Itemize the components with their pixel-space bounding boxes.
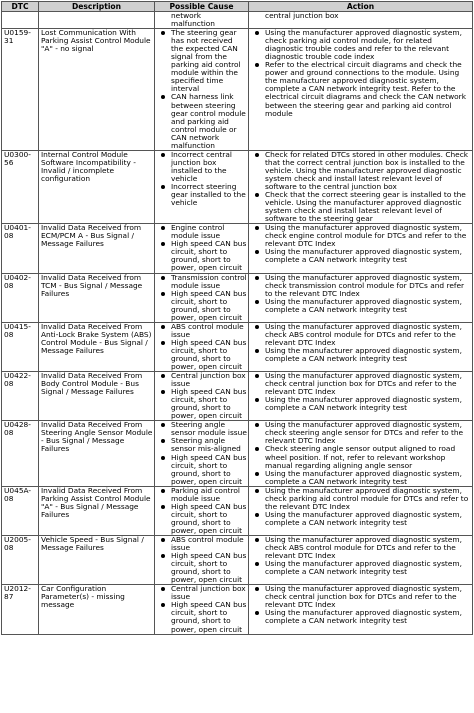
cause-item: High speed CAN bus circuit, short to ground, short to power, open circuit bbox=[157, 388, 247, 420]
action-item: Using the manufacturer approved diagnostic system, check engine control module for DTCs and refer to the relevant DTC Index bbox=[251, 224, 471, 248]
cause-item: High speed CAN bus circuit, short to ground, short to power, open circuit bbox=[157, 339, 247, 371]
action-item: Using the manufacturer approved diagnostic system, complete a CAN network integrity test bbox=[251, 511, 471, 527]
cause-item: High speed CAN bus circuit, short to ground, short to power, open circuit bbox=[157, 290, 247, 322]
continuation-dtc-cell bbox=[2, 12, 39, 29]
cause-list bbox=[157, 487, 247, 535]
action-list bbox=[251, 29, 471, 118]
action-item: Using the manufacturer approved diagnostic system, check parking aid control module, for related diagnostic trouble codes and refer to the relevant diagnostic trouble code index bbox=[251, 29, 471, 61]
action-item: Using the manufacturer approved diagnostic system, check central junction box for DTCs and refer to the relevant DTC Index bbox=[251, 372, 471, 396]
dtc-table bbox=[1, 1, 473, 635]
cause-item: Central junction box issue bbox=[157, 585, 247, 601]
action-cell bbox=[249, 29, 473, 151]
header-possible-cause: Possible Cause bbox=[155, 2, 249, 12]
possible-cause-cell bbox=[155, 421, 249, 486]
cause-list bbox=[157, 29, 247, 150]
table-row bbox=[2, 536, 473, 585]
cause-list bbox=[157, 151, 247, 207]
action-list bbox=[251, 224, 471, 264]
table-row bbox=[2, 585, 473, 634]
dtc-code: U2012-87 bbox=[2, 585, 39, 634]
header-action: Action bbox=[249, 2, 473, 12]
continuation-cause-text: network malfunction bbox=[171, 11, 215, 29]
cause-item: High speed CAN bus circuit, short to ground, short to power, open circuit bbox=[157, 503, 247, 535]
cause-list bbox=[157, 224, 247, 272]
cause-item: Transmission control module issue bbox=[157, 274, 247, 290]
table-row bbox=[2, 486, 473, 535]
action-item: Check steering angle sensor output aligned to road wheel position. If not, refer to relevant workshop manual regarding aligning angle sensor bbox=[251, 445, 471, 469]
action-list bbox=[251, 274, 471, 314]
cause-item: ABS control module issue bbox=[157, 323, 247, 339]
action-item: Check that the correct steering gear is installed to the vehicle. Using the manufacturer approved diagnostic system check and install latest relevant level of software to the steering gear bbox=[251, 191, 471, 223]
continuation-description-cell bbox=[39, 12, 155, 29]
dtc-description: Car Configuration Parameter(s) - missing message bbox=[39, 585, 155, 634]
action-cell bbox=[249, 224, 473, 273]
table-row bbox=[2, 421, 473, 486]
cause-item: ABS control module issue bbox=[157, 536, 247, 552]
dtc-code: U0428-08 bbox=[2, 421, 39, 486]
possible-cause-cell bbox=[155, 322, 249, 371]
action-item: Check for related DTCs stored in other modules. Check that the correct central junction box is installed to the vehicle. Using the manufacturer approved diagnostic system check and install latest relevant level of software to the central junction box bbox=[251, 151, 471, 191]
action-item: Using the manufacturer approved diagnostic system, check transmission control module for DTCs and refer to the relevant DTC Index bbox=[251, 274, 471, 298]
cause-list bbox=[157, 274, 247, 322]
dtc-description: Invalid Data Received from ECM/PCM A - Bus Signal / Message Failures bbox=[39, 224, 155, 273]
action-cell bbox=[249, 322, 473, 371]
cause-item: Incorrect central junction box installed to the vehicle bbox=[157, 151, 247, 183]
dtc-description: Invalid Data Received From Body Control Module - Bus Signal / Message Failures bbox=[39, 372, 155, 421]
dtc-description: Invalid Data Received From Anti-Lock Brake System (ABS) Control Module - Bus Signal / Message Failures bbox=[39, 322, 155, 371]
action-list bbox=[251, 421, 471, 485]
cause-item: Steering angle sensor module issue bbox=[157, 421, 247, 437]
header-description: Description bbox=[39, 2, 155, 12]
cause-list bbox=[157, 421, 247, 485]
dtc-description: Internal Control Module Software Incompatibility - Invalid / incomplete configuration bbox=[39, 150, 155, 223]
cause-item: High speed CAN bus circuit, short to ground, short to power, open circuit bbox=[157, 240, 247, 272]
cause-item: High speed CAN bus circuit, short to ground, short to power, open circuit bbox=[157, 601, 247, 633]
cause-list bbox=[157, 536, 247, 584]
cause-item: Central junction box issue bbox=[157, 372, 247, 388]
table-header-row bbox=[2, 2, 473, 12]
possible-cause-cell bbox=[155, 585, 249, 634]
action-cell bbox=[249, 372, 473, 421]
possible-cause-cell bbox=[155, 224, 249, 273]
cause-list bbox=[157, 372, 247, 420]
continuation-row bbox=[2, 12, 473, 29]
cause-item: High speed CAN bus circuit, short to ground, short to power, open circuit bbox=[157, 552, 247, 584]
continuation-action-text: central junction box bbox=[265, 11, 339, 20]
table-row bbox=[2, 150, 473, 223]
cause-item: CAN harness link between steering gear control module and parking aid control module or CAN network malfunction bbox=[157, 93, 247, 149]
dtc-code: U0402-08 bbox=[2, 273, 39, 322]
possible-cause-cell bbox=[155, 273, 249, 322]
cause-item: Parking aid control module issue bbox=[157, 487, 247, 503]
action-item: Using the manufacturer approved diagnostic system, complete a CAN network integrity test bbox=[251, 248, 471, 264]
cause-item: The steering gear has not received the expected CAN signal from the parking aid control module within the specified time interval bbox=[157, 29, 247, 93]
possible-cause-cell bbox=[155, 486, 249, 535]
dtc-description: Invalid Data Received From Parking Assist Control Module "A" - Bus Signal / Message Failures bbox=[39, 486, 155, 535]
action-list bbox=[251, 585, 471, 625]
table-row bbox=[2, 273, 473, 322]
action-list bbox=[251, 323, 471, 363]
possible-cause-cell bbox=[155, 536, 249, 585]
dtc-code: U0415-08 bbox=[2, 322, 39, 371]
continuation-action-cell bbox=[249, 12, 473, 29]
action-item: Using the manufacturer approved diagnostic system, check steering angle sensor for DTCs and refer to the relevant DTC Index bbox=[251, 421, 471, 445]
action-item: Refer to the electrical circuit diagrams and check the power and ground connections to the module. Using the manufacturer approved diagnostic system, complete a CAN network integrity test. Refer to the electrical circuit diagrams and check the CAN network between the steering gear and parking aid control module bbox=[251, 61, 471, 117]
action-item: Using the manufacturer approved diagnostic system, check ABS control module for DTCs and refer to the relevant DTC Index bbox=[251, 536, 471, 560]
action-cell bbox=[249, 585, 473, 634]
possible-cause-cell bbox=[155, 372, 249, 421]
action-item: Using the manufacturer approved diagnostic system, complete a CAN network integrity test bbox=[251, 347, 471, 363]
action-cell bbox=[249, 421, 473, 486]
dtc-code: U0422-08 bbox=[2, 372, 39, 421]
cause-item: Engine control module issue bbox=[157, 224, 247, 240]
dtc-code: U045A-08 bbox=[2, 486, 39, 535]
table-row bbox=[2, 322, 473, 371]
action-list bbox=[251, 487, 471, 527]
action-list bbox=[251, 151, 471, 223]
dtc-description: Vehicle Speed - Bus Signal / Message Failures bbox=[39, 536, 155, 585]
action-item: Using the manufacturer approved diagnostic system, complete a CAN network integrity test bbox=[251, 609, 471, 625]
action-item: Using the manufacturer approved diagnostic system, check ABS control module for DTCs and refer to the relevant DTC Index bbox=[251, 323, 471, 347]
table-row bbox=[2, 29, 473, 151]
cause-item: High speed CAN bus circuit, short to ground, short to power, open circuit bbox=[157, 454, 247, 486]
header-dtc: DTC bbox=[2, 2, 39, 12]
cause-list bbox=[157, 585, 247, 633]
dtc-code: U0159-31 bbox=[2, 29, 39, 151]
table-body bbox=[2, 12, 473, 635]
dtc-code: U0401-08 bbox=[2, 224, 39, 273]
cause-list bbox=[157, 323, 247, 371]
possible-cause-cell bbox=[155, 150, 249, 223]
possible-cause-cell bbox=[155, 29, 249, 151]
action-item: Using the manufacturer approved diagnostic system, complete a CAN network integrity test bbox=[251, 560, 471, 576]
cause-item: Steering angle sensor mis-aligned bbox=[157, 437, 247, 453]
dtc-description: Lost Communication With Parking Assist Control Module "A" - no signal bbox=[39, 29, 155, 151]
action-cell bbox=[249, 150, 473, 223]
dtc-description: Invalid Data Received from TCM - Bus Signal / Message Failures bbox=[39, 273, 155, 322]
dtc-code: U2005-08 bbox=[2, 536, 39, 585]
action-cell bbox=[249, 536, 473, 585]
action-list bbox=[251, 372, 471, 412]
action-item: Using the manufacturer approved diagnostic system, complete a CAN network integrity test bbox=[251, 470, 471, 486]
action-cell bbox=[249, 273, 473, 322]
cause-item: Incorrect steering gear installed to the vehicle bbox=[157, 183, 247, 207]
dtc-code: U0300-56 bbox=[2, 150, 39, 223]
action-item: Using the manufacturer approved diagnostic system, check central junction box for DTCs and refer to the relevant DTC Index bbox=[251, 585, 471, 609]
action-list bbox=[251, 536, 471, 576]
action-item: Using the manufacturer approved diagnostic system, check parking aid control module for DTCs and refer to the relevant DTC Index bbox=[251, 487, 471, 511]
continuation-cause-cell bbox=[155, 12, 249, 29]
action-item: Using the manufacturer approved diagnostic system, complete a CAN network integrity test bbox=[251, 396, 471, 412]
table-row bbox=[2, 372, 473, 421]
dtc-description: Invalid Data Received From Steering Angle Sensor Module - Bus Signal / Message Failures bbox=[39, 421, 155, 486]
action-item: Using the manufacturer approved diagnostic system, complete a CAN network integrity test bbox=[251, 298, 471, 314]
table-row bbox=[2, 224, 473, 273]
action-cell bbox=[249, 486, 473, 535]
